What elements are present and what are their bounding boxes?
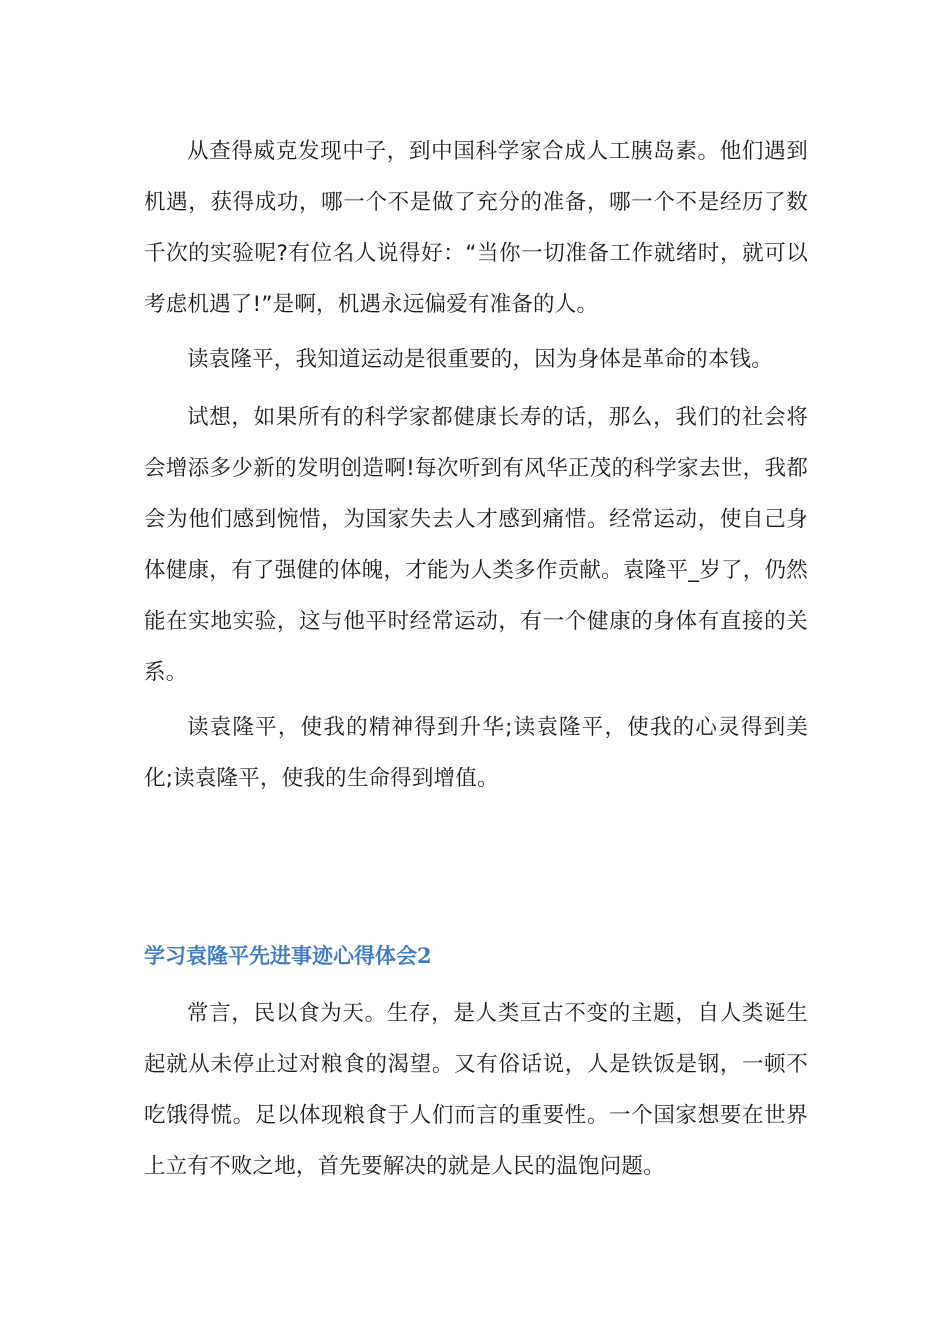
- paragraph-opportunity: 从查得威克发现中子，到中国科学家合成人工胰岛素。他们遇到机遇，获得成功，哪一个不是做了充分的准备，哪一个不是经历了数千次的实验呢?有位名人说得好：“当你一切准备工作就绪时，就可以考虑机遇了!”是啊，机遇永远偏爱有准备的人。: [144, 139, 808, 317]
- section-heading-number: 2: [417, 943, 432, 968]
- paragraph-exercise: 读袁隆平，我知道运动是很重要的，因为身体是革命的本钱。: [187, 347, 773, 372]
- section-heading-title: 学习袁隆平先进事迹心得体会: [144, 944, 417, 968]
- paragraph-food: 常言，民以食为天。生存，是人类亘古不变的主题，自人类诞生起就从未停止过对粮食的渴望。又有俗话说，人是铁饭是钢，一顿不吃饿得慌。足以体现粮食于人们而言的重要性。一个国家想要在世界上立有不败之地，首先要解决的就是人民的温饱问题。: [144, 1001, 808, 1179]
- paragraph-sublimation: 读袁隆平，使我的精神得到升华;读袁隆平，使我的心灵得到美化;读袁隆平，使我的生命得到增值。: [144, 715, 808, 791]
- paragraph-scientists-health: 试想，如果所有的科学家都健康长寿的话，那么，我们的社会将会增添多少新的发明创造啊!每次听到有风华正茂的科学家去世，我都会为他们感到惋惜，为国家失去人才感到痛惜。经常运动，使自己身体健康，有了强健的体魄，才能为人类多作贡献。袁隆平_岁了，仍然能在实地实验，这与他平时经常运动，有一个健康的身体有直接的关系。: [144, 405, 808, 685]
- section-heading: [144, 936, 432, 976]
